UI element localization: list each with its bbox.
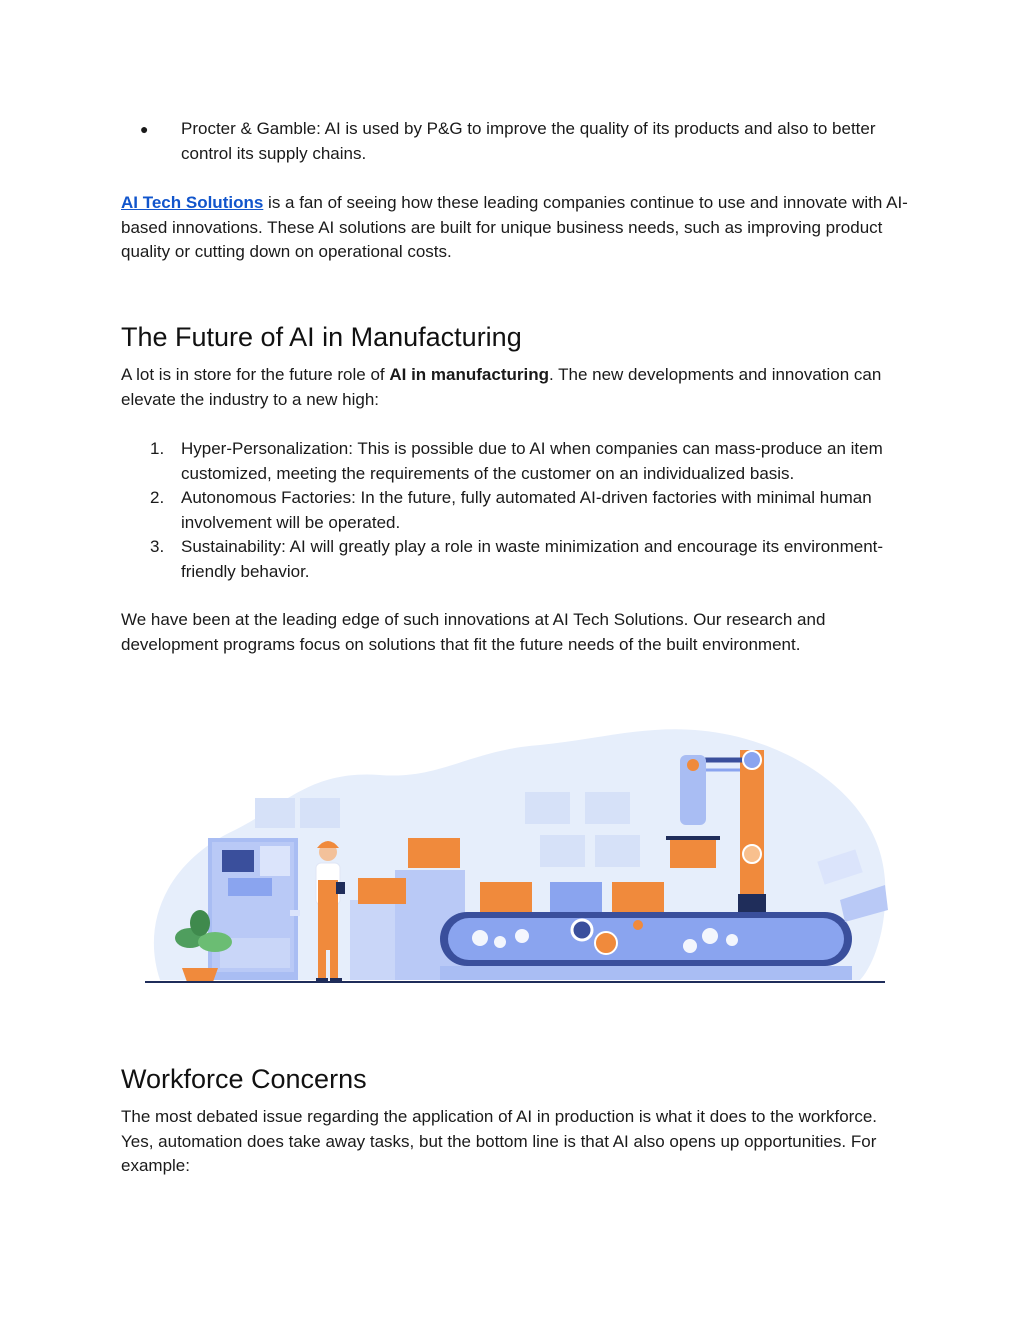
list-number: 2. [150, 488, 165, 507]
intro-paragraph [121, 191, 911, 265]
list-item [121, 535, 911, 584]
future-lead-after: . The new developments and innovation can elevate the industry to a new high: [121, 365, 882, 409]
list-item [121, 437, 911, 486]
conveyor-belt [440, 912, 852, 980]
control-machine [208, 838, 300, 980]
workforce-heading: Workforce Concerns [121, 1064, 367, 1094]
future-lead-bold: AI in manufacturing [389, 365, 549, 384]
future-numbered-list [121, 437, 911, 584]
closing-paragraph: We have been at the leading edge of such innovations at AI Tech Solutions. Our research and development programs focus on solutions that fit the future needs of the built environment. [121, 610, 826, 654]
ai-tech-solutions-link[interactable]: AI Tech Solutions [121, 193, 264, 212]
belt-boxes [480, 882, 664, 912]
future-lead-before: A lot is in store for the future role of [121, 365, 390, 384]
factory-conveyor-illustration [140, 710, 890, 1000]
workforce-paragraph: The most debated issue regarding the application of AI in production is what it does to the workforce. Yes, automation does take away tasks, but the bottom line is that AI also opens up opportunities. For example: [121, 1107, 877, 1175]
list-item-text: Autonomous Factories: In the future, fully automated AI-driven factories with minimal human involvement will be operated. [181, 488, 872, 532]
intro-text: is a fan of seeing how these leading companies continue to use and innovate with AI-based innovations. These AI solutions are built for unique business needs, such as improving product quality or cutting down on operational costs. [121, 193, 908, 261]
company-bullet-list [121, 117, 901, 166]
list-number: 3. [150, 537, 165, 556]
list-number: 1. [150, 439, 165, 458]
list-item-text: Sustainability: AI will greatly play a role in waste minimization and encourage its environment-friendly behavior. [181, 537, 884, 581]
future-heading: The Future of AI in Manufacturing [121, 322, 522, 352]
list-item: ● Procter & Gamble: AI is used by P&G to improve the quality of its products and also to better control its supply chains. [121, 117, 901, 166]
list-item [121, 486, 911, 535]
future-lead-paragraph [121, 363, 911, 412]
list-item-text: Hyper-Personalization: This is possible due to AI when companies can mass-produce an item customized, meeting the requirements of the customer on an individualized basis. [181, 439, 883, 483]
